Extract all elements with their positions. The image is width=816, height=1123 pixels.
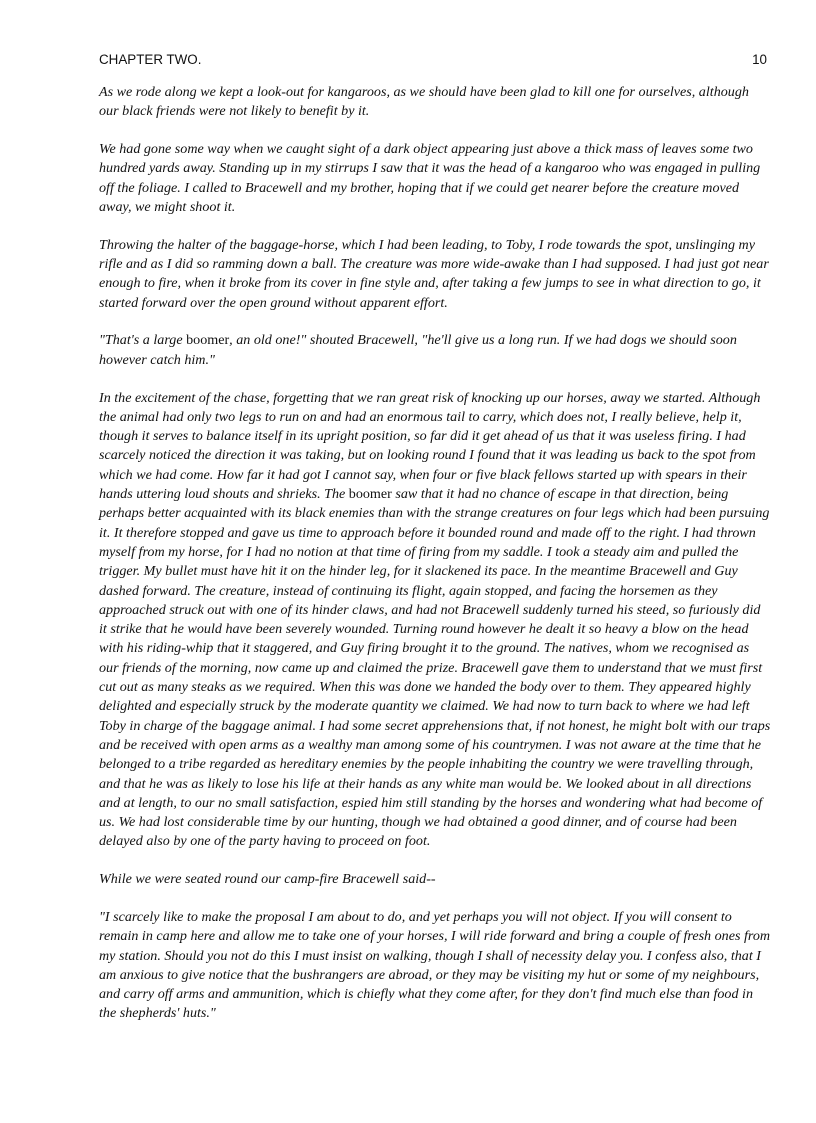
paragraph-5-part-1: In the excitement of the chase, forgetting that we ran great risk of knocking up our horses, away we started. Although the animal had only two legs to run on and had an enormous tail to carry, which does not, I really believe, help it, though it serves to balance itself in its upright position, so far did it get ahead of us that it was useless firing. I had scarcely noticed the direction it was taking, but on looking round I found that it was leading us back to the spot from which we had come. How far it had got I cannot say, when four or five black fellows started up with spears in their hands uttering loud shouts and shrieks. The bbox=[99, 389, 761, 503]
chapter-title: CHAPTER TWO. bbox=[99, 52, 202, 67]
running-header bbox=[99, 52, 767, 72]
paragraph-2: We had gone some way when we caught sight of a dark object appearing just above a thick mass of leaves some two hundred yards away. Standing up in my stirrups I saw that it was the head of a kangaroo who was engaged in pulling off the foliage. I called to Bracewell and my brother, hoping that if we could get nearer before the creature moved away, we might shoot it. bbox=[99, 141, 761, 215]
paragraph-4-part-2: , an old one!" shouted Bracewell, "he'll give us a long run. If we had dogs we should soon however catch him." bbox=[99, 332, 737, 368]
boomer-word: boomer bbox=[186, 332, 230, 349]
paragraph-1: As we rode along we kept a look-out for kangaroos, as we should have been glad to kill one for ourselves, although our black friends were not likely to benefit by it. bbox=[99, 84, 749, 120]
paragraph-4-part-1: "That's a large bbox=[99, 332, 187, 349]
paragraph-7: "I scarcely like to make the proposal I am about to do, and yet perhaps you will not object. If you will consent to remain in camp here and allow me to take one of your horses, I will ride forward and bring a couple of fresh ones from my station. Should you not do this I must insist on walking, though I shall of necessity delay you. I confess also, that I am anxious to give notice that the bushrangers are abroad, or they may be visiting my hut or some of my neighbours, and carry off arms and ammunition, which is chiefly what they come after, for they don't find much else than food in the shepherds' huts." bbox=[99, 908, 771, 1022]
paragraph-3: Throwing the halter of the baggage-horse, which I had been leading, to Toby, I rode towards the spot, unslinging my rifle and as I did so ramming down a ball. The creature was more wide-awake than I had supposed. I had just got near enough to fire, when it broke from its cover in fine style and, after taking a few jumps to see in what direction to go, it started forward over the open ground without apparent effort. bbox=[99, 236, 769, 311]
paragraph-5 bbox=[99, 389, 771, 852]
paragraph-6: While we were seated round our camp-fire Bracewell said-- bbox=[99, 871, 436, 888]
page-number: 10 bbox=[752, 52, 767, 67]
boomer-word: boomer bbox=[348, 486, 392, 503]
paragraph-5-part-2: saw that it had no chance of escape in that direction, being perhaps better acquainted with its black enemies than with the strange creatures on four legs which had been pursuing it. It therefore stopped and gave us time to approach before it bounded round and made off to the right. I had thrown myself from my horse, for I had no notion at that time of firing from my saddle. I took a steady aim and pulled the trigger. My bullet must have hit it on the hinder leg, for it slackened its pace. In the meantime Bracewell and Guy dashed forward. The creature, instead of continuing its flight, again stopped, and facing the horsemen as they approached struck out with one of its hinder claws, and had not Bracewell suddenly turned his steed, so furiously did it strike that he would have been severely wounded. Turning round however he dealt it so heavy a blow on the head with his riding-whip that it staggered, and Guy firing brought it to the ground. The natives, whom we recognised as our friends of the morning, now came up and claimed the prize. Bracewell gave them to understand that we must first cut out as many steaks as we required. When this was done we handed the body over to them. They appeared highly delighted and especially struck by the moderate quantity we claimed. We had now to turn back to where we had left Toby in charge of the baggage animal. I had some secret apprehensions that, if not honest, he might bolt with our traps and be received with open arms as a wealthy man among some of his countrymen. I was not aware at the time that he belonged to a tribe regarded as hereditary enemies by the people inhabiting the country we were travelling through, and that he was as likely to lose his life at their hands as any white man would be. We looked about in all directions and at length, to our no small satisfaction, espied him still standing by the horses and wondering what had become of us. We had lost considerable time by our hunting, though we had obtained a good dinner, and of course had been delayed also by one of the party having to proceed on foot. bbox=[99, 486, 771, 850]
chapter-body bbox=[99, 83, 771, 1042]
paragraph-4 bbox=[99, 331, 771, 370]
